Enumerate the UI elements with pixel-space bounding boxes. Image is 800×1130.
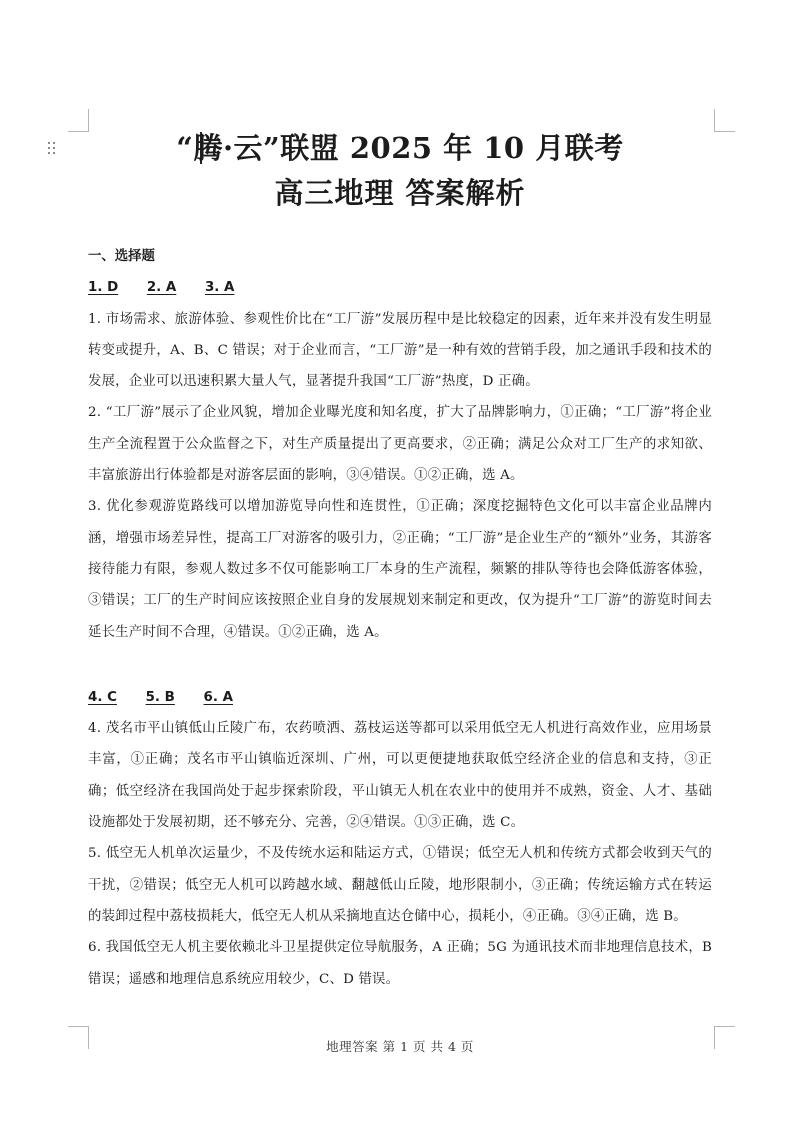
answer-key: 1. D [88, 280, 119, 296]
answer-key: 6. A [203, 689, 233, 705]
explanation-paragraph: 3. 优化参观游览路线可以增加游览导向性和连贯性，①正确；深度挖掘特色文化可以丰富企业品牌内涵，增强市场差异性，提高工厂对游客的吸引力，②正确；“工厂游”是企业生产的“额外”业务，其游客接待能力有限，参观人数过多不仅可能影响工厂本身的生产流程，频繁的排队等待也会降低游客体验，③错误；工厂的生产时间应该按照企业自身的发展规划来制定和更改，仅为提升“工厂游”的游览时间去延长生产时间不合理，④错误。①②正确，选 A。 [88, 499, 712, 640]
spacer [88, 648, 712, 682]
answer-key: 2. A [146, 280, 177, 296]
explanation-paragraph: 4. 茂名市平山镇低山丘陵广布，农药喷洒、荔枝运送等都可以采用低空无人机进行高效作业，应用场景丰富，①正确；茂名市平山镇临近深圳、广州，可以更便捷地获取低空经济企业的信息和支持，③正确；低空经济在我国尚处于起步探索阶段，平山镇无人机在农业中的使用并不成熟，资金、人才、基础设施都处于发展初期，还不够充分、完善，②④错误。①③正确，选 C。 [88, 721, 712, 831]
explanation-paragraph: 6. 我国低空无人机主要依赖北斗卫星提供定位导航服务，A 正确；5G 为通讯技术而非地理信息技术，B 错误；遥感和地理信息系统应用较少，C、D 错误。 [88, 940, 712, 987]
answer-key: 4. C [88, 689, 117, 705]
document-subtitle: 高三地理 答案解析 [274, 176, 526, 210]
explanation-paragraph: 1. 市场需求、旅游体验、参观性价比在“工厂游”发展历程中是比较稳定的因素，近年来并没有发生明显转变或提升，A、B、C 错误；对于企业而言，“工厂游”是一种有效的营销手段，加之通讯手段和技术的发展，企业可以迅速积累大量人气，显著提升我国“工厂游”热度，D 正确。 [88, 311, 712, 390]
answer-key-line [88, 682, 712, 713]
answer-key-line [88, 272, 712, 303]
answer-key: 5. B [145, 689, 175, 705]
document-body [88, 241, 712, 995]
document-title: “腾·云”联盟 2025 年 10 月联考 [176, 131, 624, 165]
page-footer: 地理答案 第 1 页 共 4 页 [326, 1039, 474, 1054]
answer-key: 3. A [204, 280, 235, 296]
answer-group [88, 682, 712, 995]
answer-group [88, 272, 712, 648]
explanation-paragraph: 5. 低空无人机单次运量少，不及传统水运和陆运方式，①错误；低空无人机和传统方式都会收到天气的干扰，②错误；低空无人机可以跨越水域、翻越低山丘陵，地形限制小，③正确；传统运输方式在转运的装卸过程中荔枝损耗大，低空无人机从采摘地直达仓储中心，损耗小，④正确。③④正确，选 B。 [88, 846, 712, 924]
section-heading: 一、选择题 [88, 249, 155, 264]
explanation-paragraph: 2. “工厂游”展示了企业风貌，增加企业曝光度和知名度，扩大了品牌影响力，①正确；“工厂游”将企业生产全流程置于公众监督之下，对生产质量提出了更高要求，②正确；满足公众对工厂生产的求知欲、丰富旅游出行体验都是对游客层面的影响，③④错误。①②正确，选 A。 [88, 405, 712, 484]
